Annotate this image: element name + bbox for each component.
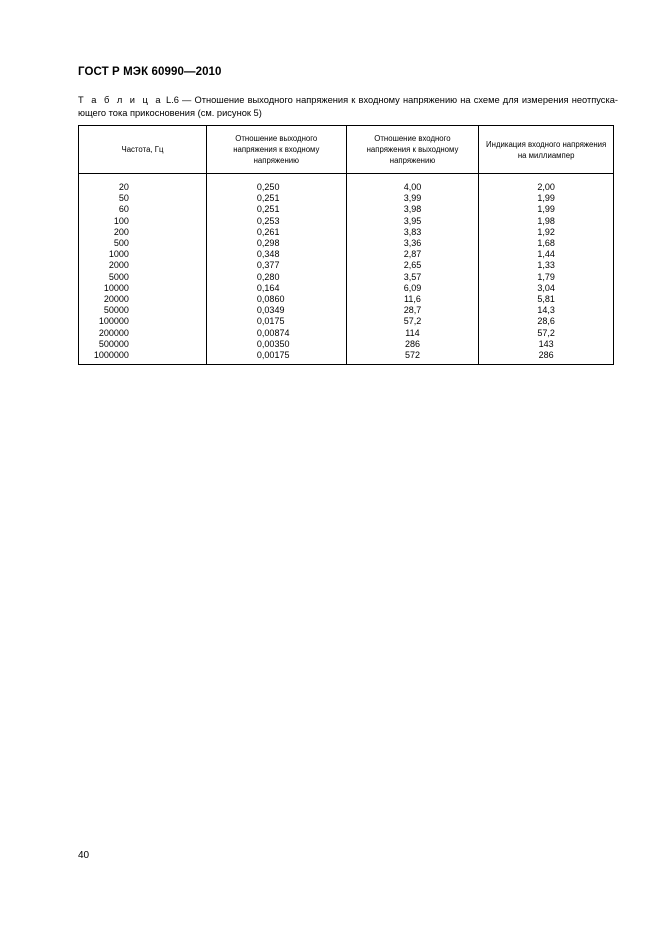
data-table bbox=[78, 125, 614, 365]
cell-input-voltage-per-ma: 2,00 bbox=[479, 182, 614, 193]
table-row bbox=[79, 294, 614, 305]
table-row bbox=[79, 182, 614, 193]
cell-output-input-ratio: 0,00175 bbox=[206, 350, 346, 365]
table-body bbox=[79, 174, 614, 365]
cell-input-voltage-per-ma: 1,44 bbox=[479, 249, 614, 260]
cell-frequency: 20 bbox=[79, 182, 207, 193]
cell-output-input-ratio: 0,0860 bbox=[206, 294, 346, 305]
cell-input-output-ratio: 2,87 bbox=[346, 249, 479, 260]
cell-input-output-ratio: 2,65 bbox=[346, 260, 479, 271]
cell-output-input-ratio: 0,0349 bbox=[206, 305, 346, 316]
cell-input-output-ratio: 3,95 bbox=[346, 216, 479, 227]
cell-output-input-ratio: 0,280 bbox=[206, 272, 346, 283]
cell-output-input-ratio: 0,253 bbox=[206, 216, 346, 227]
cell-input-output-ratio: 3,98 bbox=[346, 204, 479, 215]
cell-input-voltage-per-ma: 57,2 bbox=[479, 328, 614, 339]
table-row bbox=[79, 283, 614, 294]
cell-output-input-ratio: 0,377 bbox=[206, 260, 346, 271]
cell-output-input-ratio: 0,0175 bbox=[206, 316, 346, 327]
caption-label: Т а б л и ц а bbox=[78, 95, 163, 105]
cell-input-output-ratio: 4,00 bbox=[346, 182, 479, 193]
table-row bbox=[79, 238, 614, 249]
cell-input-output-ratio: 286 bbox=[346, 339, 479, 350]
cell-input-voltage-per-ma: 1,33 bbox=[479, 260, 614, 271]
cell-input-voltage-per-ma: 3,04 bbox=[479, 283, 614, 294]
cell-output-input-ratio: 0,251 bbox=[206, 204, 346, 215]
cell-input-voltage-per-ma: 1,98 bbox=[479, 216, 614, 227]
cell-frequency: 2000 bbox=[79, 260, 207, 271]
table-row bbox=[79, 350, 614, 365]
cell-frequency: 5000 bbox=[79, 272, 207, 283]
column-header-frequency: Частота, Гц bbox=[79, 126, 207, 174]
table-row bbox=[79, 204, 614, 215]
cell-input-voltage-per-ma: 5,81 bbox=[479, 294, 614, 305]
table-spacer-row bbox=[79, 174, 614, 183]
table-header-row bbox=[79, 126, 614, 174]
cell-input-voltage-per-ma: 1,79 bbox=[479, 272, 614, 283]
cell-input-output-ratio: 114 bbox=[346, 328, 479, 339]
cell-input-voltage-per-ma: 1,99 bbox=[479, 204, 614, 215]
cell-frequency: 200000 bbox=[79, 328, 207, 339]
cell-input-voltage-per-ma: 143 bbox=[479, 339, 614, 350]
cell-frequency: 50000 bbox=[79, 305, 207, 316]
cell-frequency: 1000 bbox=[79, 249, 207, 260]
cell-frequency: 50 bbox=[79, 193, 207, 204]
cell-output-input-ratio: 0,298 bbox=[206, 238, 346, 249]
cell-output-input-ratio: 0,00874 bbox=[206, 328, 346, 339]
cell-frequency: 10000 bbox=[79, 283, 207, 294]
cell-input-output-ratio: 28,7 bbox=[346, 305, 479, 316]
cell-frequency: 200 bbox=[79, 227, 207, 238]
table-row bbox=[79, 227, 614, 238]
cell-frequency: 60 bbox=[79, 204, 207, 215]
cell-frequency: 20000 bbox=[79, 294, 207, 305]
table-row bbox=[79, 216, 614, 227]
cell-output-input-ratio: 0,261 bbox=[206, 227, 346, 238]
cell-frequency: 1000000 bbox=[79, 350, 207, 365]
cell-input-output-ratio: 6,09 bbox=[346, 283, 479, 294]
cell-input-voltage-per-ma: 1,99 bbox=[479, 193, 614, 204]
caption-text: L.6 — Отношение выходного напряжения к входному напряжению на схеме для измерения неотпуска-ющего тока прикосновения (см. рисунок 5) bbox=[78, 95, 618, 118]
page-number: 40 bbox=[78, 850, 90, 861]
cell-frequency: 500 bbox=[79, 238, 207, 249]
table-row bbox=[79, 316, 614, 327]
cell-frequency: 100000 bbox=[79, 316, 207, 327]
cell-input-output-ratio: 3,83 bbox=[346, 227, 479, 238]
cell-input-output-ratio: 57,2 bbox=[346, 316, 479, 327]
cell-input-voltage-per-ma: 1,92 bbox=[479, 227, 614, 238]
cell-frequency: 100 bbox=[79, 216, 207, 227]
cell-output-input-ratio: 0,250 bbox=[206, 182, 346, 193]
table-row bbox=[79, 260, 614, 271]
table-row bbox=[79, 249, 614, 260]
table-row bbox=[79, 339, 614, 350]
cell-input-output-ratio: 572 bbox=[346, 350, 479, 365]
cell-frequency: 500000 bbox=[79, 339, 207, 350]
column-header-input-voltage-per-ma: Индикация входного напряжения на миллиампер bbox=[479, 126, 614, 174]
column-header-output-input-ratio: Отношение выходного напряжения к входному напряжению bbox=[206, 126, 346, 174]
table-row bbox=[79, 193, 614, 204]
cell-output-input-ratio: 0,164 bbox=[206, 283, 346, 294]
cell-input-voltage-per-ma: 286 bbox=[479, 350, 614, 365]
cell-input-output-ratio: 11,6 bbox=[346, 294, 479, 305]
cell-input-output-ratio: 3,99 bbox=[346, 193, 479, 204]
document-header: ГОСТ Р МЭК 60990—2010 bbox=[78, 66, 222, 78]
table-row bbox=[79, 305, 614, 316]
cell-input-voltage-per-ma: 14,3 bbox=[479, 305, 614, 316]
cell-input-output-ratio: 3,57 bbox=[346, 272, 479, 283]
cell-input-output-ratio: 3,36 bbox=[346, 238, 479, 249]
cell-output-input-ratio: 0,251 bbox=[206, 193, 346, 204]
table-row bbox=[79, 272, 614, 283]
table-row bbox=[79, 328, 614, 339]
cell-input-voltage-per-ma: 28,6 bbox=[479, 316, 614, 327]
cell-output-input-ratio: 0,00350 bbox=[206, 339, 346, 350]
table-caption bbox=[78, 94, 618, 119]
cell-output-input-ratio: 0,348 bbox=[206, 249, 346, 260]
column-header-input-output-ratio: Отношение входного напряжения к выходному напряжению bbox=[346, 126, 479, 174]
cell-input-voltage-per-ma: 1,68 bbox=[479, 238, 614, 249]
